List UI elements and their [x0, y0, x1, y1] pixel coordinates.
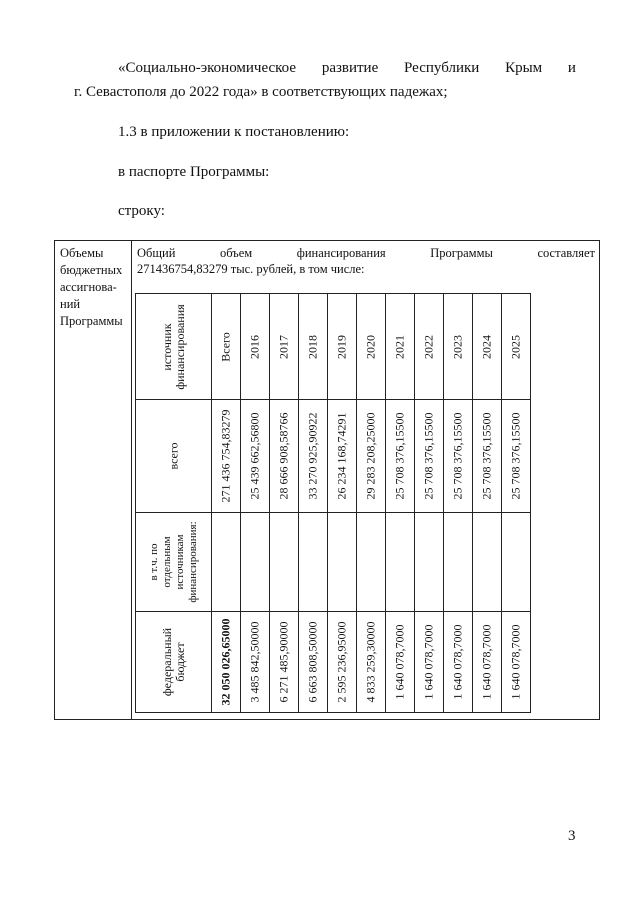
table-cell [444, 400, 473, 513]
table-cell-text: 25 708 376,15500 [421, 412, 436, 500]
table-cell-text: 32 050 026,65000 [218, 618, 233, 706]
table-cell [386, 294, 415, 400]
table-cell [328, 294, 357, 400]
table-cell [241, 400, 270, 513]
table-cell-text: 2017 [276, 334, 291, 359]
table-cell [502, 513, 531, 612]
text-line-1 [118, 60, 576, 77]
table-cell-text: 26 234 168,74291 [334, 412, 349, 500]
table-cell-text: 1 640 078,7000 [392, 624, 407, 700]
table-cell-text: 2021 [392, 334, 407, 359]
table-cell-text: 2022 [421, 334, 436, 359]
table-cell [328, 513, 357, 612]
table-cell [473, 294, 502, 400]
table-cell-text: 3 485 842,50000 [247, 621, 262, 703]
table-cell [502, 400, 531, 513]
table-cell-text: 4 833 259,30000 [363, 621, 378, 703]
table-cell-text: источник финансирования [159, 303, 187, 390]
table-cell-text: 1 640 078,7000 [479, 624, 494, 700]
table-cell [299, 400, 328, 513]
table-cell [270, 400, 299, 513]
table-cell-text: 2023 [450, 334, 465, 359]
table-cell [212, 513, 241, 612]
table-cell-text: 2024 [479, 334, 494, 359]
table-cell-text: федеральный бюджет [159, 627, 187, 697]
table-row [136, 513, 531, 612]
table-cell [299, 294, 328, 400]
table-cell-text: всего [166, 442, 180, 470]
financing-intro-word: объем [219, 246, 253, 260]
table-cell-text: 271 436 754,83279 [218, 409, 233, 503]
table-cell-text: 25 439 662,56800 [247, 412, 262, 500]
table-cell-text: 2019 [334, 334, 349, 359]
financing-intro [137, 245, 595, 277]
table-cell-text: 33 270 925,90922 [305, 412, 320, 500]
table-cell [415, 612, 444, 713]
table-cell-text: 2016 [247, 334, 262, 359]
table-cell-text: 1 640 078,7000 [508, 624, 523, 700]
table-cell [270, 612, 299, 713]
table-cell [328, 612, 357, 713]
table-cell [270, 513, 299, 612]
table-cell [415, 400, 444, 513]
text-line-1-word: «Социально-экономическое [118, 60, 297, 76]
text-line-1-word: и [567, 60, 576, 76]
financing-intro-word: составляет [537, 246, 595, 260]
table-row [136, 400, 531, 513]
table-cell-text: 2025 [508, 334, 523, 359]
table-cell [270, 294, 299, 400]
text-line-3: 1.3 в приложении к постановлению: [118, 124, 350, 140]
table-cell [136, 294, 212, 400]
table-cell-text: 25 708 376,15500 [450, 412, 465, 500]
table-cell [502, 612, 531, 713]
table-cell [386, 400, 415, 513]
table-cell-text: 6 271 485,90000 [276, 621, 291, 703]
table-cell [444, 612, 473, 713]
financing-intro-word: Общий [137, 246, 176, 260]
table-cell [241, 294, 270, 400]
table-cell [415, 513, 444, 612]
table-cell-text: 28 666 908,58766 [276, 412, 291, 500]
table-cell [357, 612, 386, 713]
table-cell [212, 612, 241, 713]
table-cell-text: Всего [218, 331, 233, 362]
text-line-2: г. Севастополя до 2022 года» в соответствующих падежах; [74, 84, 448, 100]
table-cell [328, 400, 357, 513]
table-row [136, 612, 531, 713]
table-cell-text: 25 708 376,15500 [508, 412, 523, 500]
table-cell-text: в т.ч. по отдельным источникам финансирования: [147, 521, 199, 603]
table-cell [212, 400, 241, 513]
budget-label-cell: Объемы бюджетных ассигнова- ний Программы [60, 246, 123, 328]
financing-intro-line1 [137, 245, 595, 261]
text-line-1-word: Крым [505, 60, 543, 76]
table-cell [212, 294, 241, 400]
table-cell [502, 294, 531, 400]
table-cell [357, 400, 386, 513]
table-cell-text: 29 283 208,25000 [363, 412, 378, 500]
table-cell [473, 400, 502, 513]
table-cell [444, 294, 473, 400]
table-cell [386, 612, 415, 713]
text-line-4: в паспорте Программы: [118, 164, 270, 180]
table-cell [415, 294, 444, 400]
table-cell-text: 1 640 078,7000 [421, 624, 436, 700]
table-cell [136, 400, 212, 513]
table-cell [357, 294, 386, 400]
financing-intro-word: Программы [430, 246, 493, 260]
table-cell-text: 25 708 376,15500 [479, 412, 494, 500]
table-cell-text: 2020 [363, 334, 378, 359]
text-line-5: строку: [118, 203, 165, 219]
table-cell [357, 513, 386, 612]
table-cell [136, 513, 212, 612]
table-cell [473, 513, 502, 612]
page-number: 3 [568, 828, 576, 844]
table-cell-text: 2018 [305, 334, 320, 359]
table-cell [136, 612, 212, 713]
financing-table [135, 293, 531, 713]
table-cell-text: 25 708 376,15500 [392, 412, 407, 500]
table-cell [299, 513, 328, 612]
table-cell [299, 612, 328, 713]
table-cell [386, 513, 415, 612]
table-cell-text: 6 663 808,50000 [305, 621, 320, 703]
text-line-1-word: Республики [404, 60, 480, 76]
table-cell-text: 2 595 236,95000 [334, 621, 349, 703]
table-cell [241, 513, 270, 612]
financing-intro-line2: 271436754,83279 тыс. рублей, в том числе: [137, 262, 365, 276]
financing-intro-word: финансирования [296, 246, 386, 260]
table-row [136, 294, 531, 400]
table-cell [444, 513, 473, 612]
column-divider [131, 241, 132, 719]
table-cell-text: 1 640 078,7000 [450, 624, 465, 700]
text-line-1-word: развитие [321, 60, 379, 76]
table-cell [473, 612, 502, 713]
table-cell [241, 612, 270, 713]
